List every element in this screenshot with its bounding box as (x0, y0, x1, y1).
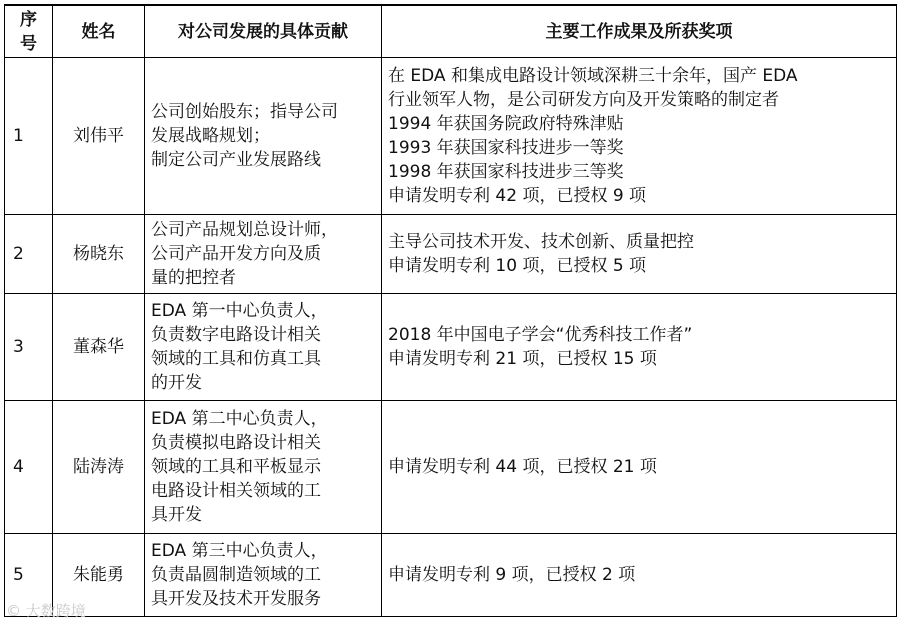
row-name: 刘伟平 (53, 58, 145, 215)
header-contribution: 对公司发展的具体贡献 (145, 5, 382, 58)
row-contribution: 公司创始股东；指导公司 发展战略规划； 制定公司产业发展路线 (145, 58, 382, 215)
watermark-logo-icon: © (6, 602, 21, 620)
row-name: 陆涛涛 (53, 401, 145, 534)
row-contribution: EDA 第一中心负责人， 负责数字电路设计相关 领域的工具和仿真工具 的开发 (145, 294, 382, 401)
row-num: 2 (5, 215, 53, 294)
row-achievements: 2018 年中国电子学会“优秀科技工作者” 申请发明专利 21 项，已授权 15 项 (382, 294, 897, 401)
header-name: 姓名 (53, 5, 145, 58)
row-num: 5 (5, 534, 53, 617)
row-contribution: EDA 第三中心负责人， 负责晶圆制造领域的工 具开发及技术开发服务 (145, 534, 382, 617)
row-num: 3 (5, 294, 53, 401)
row-achievements: 申请发明专利 44 项，已授权 21 项 (382, 401, 897, 534)
row-name: 朱能勇 (53, 534, 145, 617)
header-achievements: 主要工作成果及所获奖项 (382, 5, 897, 58)
table-row (5, 215, 897, 294)
watermark-text: 大数跨境 (25, 602, 86, 620)
row-achievements: 在 EDA 和集成电路设计领域深耕三十余年，国产 EDA 行业领军人物，是公司研发方向及开发策略的制定者 1994 年获国务院政府特殊津贴 1993 年获国家科技进步一等奖 1998 年获国家科技进步三等奖 申请发明专利 42 项，已授权 9 项 (382, 58, 897, 215)
row-name: 董森华 (53, 294, 145, 401)
table-row (5, 58, 897, 215)
row-num: 4 (5, 401, 53, 534)
table-row (5, 534, 897, 617)
row-contribution: 公司产品规划总设计师， 公司产品开发方向及质 量的把控者 (145, 215, 382, 294)
row-name: 杨晓东 (53, 215, 145, 294)
header-num: 序 号 (5, 5, 53, 58)
row-num: 1 (5, 58, 53, 215)
personnel-table (4, 4, 897, 617)
row-achievements: 主导公司技术开发、技术创新、质量把控 申请发明专利 10 项，已授权 5 项 (382, 215, 897, 294)
watermark (6, 600, 86, 621)
table-row (5, 294, 897, 401)
table-row (5, 401, 897, 534)
row-achievements: 申请发明专利 9 项，已授权 2 项 (382, 534, 897, 617)
row-contribution: EDA 第二中心负责人， 负责模拟电路设计相关 领域的工具和平板显示 电路设计相关领域的工 具开发 (145, 401, 382, 534)
table-header-row (5, 5, 897, 58)
